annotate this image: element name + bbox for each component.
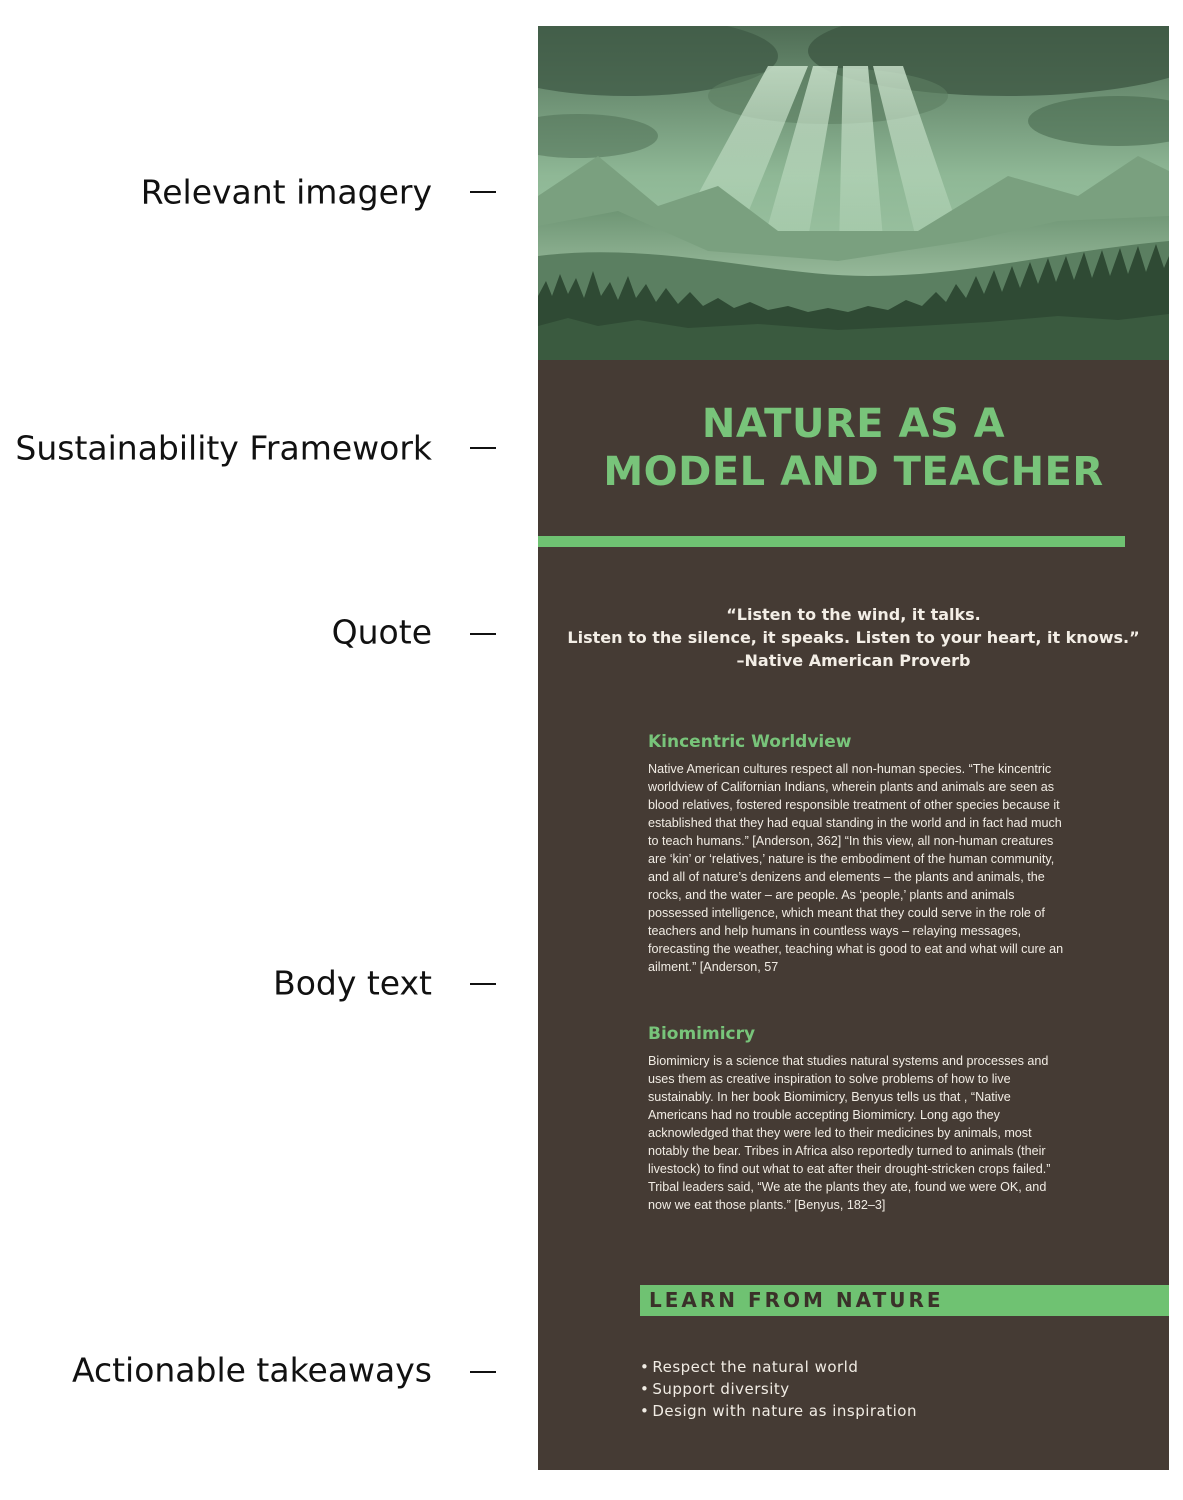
- learn-heading: LEARN FROM NATURE: [649, 1288, 944, 1312]
- section-heading: Kincentric Worldview: [648, 732, 852, 752]
- learn-from-nature-bar: [640, 1285, 1169, 1316]
- mountain-forest-landscape-icon: [538, 26, 1169, 360]
- annotation-sustainability-framework: Sustainability Framework: [15, 428, 432, 468]
- annotation-actionable-takeaways: Actionable takeaways: [71, 1350, 432, 1390]
- section-body: Biomimicry is a science that studies natural systems and processes and uses them as creative inspiration to solve problems of how to live sustainably. In her book Biomimicry, Benyus tells us that , “Native Americans had no trouble accepting Biomimicry. Long ago they acknowledged that they were led to their medicines by animals, most notably the bear. Tribes in Africa also reportedly turned to animals (their livestock) to find out what to eat after their drought-stricken crops failed.” Tribal leaders said, “We ate the plants they ate, found we were OK, and now we eat those plants.” [Benyus, 182–3]: [648, 1054, 1051, 1212]
- annotation-connector: [470, 191, 496, 193]
- list-item: • Support diversity: [640, 1378, 917, 1400]
- section-heading: Biomimicry: [648, 1024, 756, 1044]
- quote-line: “Listen to the wind, it talks.: [726, 605, 981, 624]
- list-item: • Respect the natural world: [640, 1356, 917, 1378]
- annotation-connector: [470, 633, 496, 635]
- annotation-connector: [470, 983, 496, 985]
- section-kincentric-worldview: [648, 732, 1068, 976]
- section-body: Native American cultures respect all non-human species. “The kincentric worldview of Californian Indians, wherein plants and animals are seen as blood relatives, fostered responsible treatment of other species because it established that they had equal standing in the world and in fact had much to teach humans.” [Anderson, 362] “In this view, all non-human creatures are ‘kin’ or ‘relatives,’ nature is the embodiment of the human community, and all of nature’s denizens and elements – the plants and animals, the rocks, and the water – are people. As ‘people,’ plants and animals possessed intelligence, which meant that they could serve in the role of teachers and help humans in countless ways – relaying messages, forecasting the weather, teaching what is good to eat and what will cure an ailment.” [Anderson, 57: [648, 762, 1064, 974]
- annotation-relevant-imagery: Relevant imagery: [140, 172, 432, 212]
- annotation-connector: [470, 447, 496, 449]
- title-line: MODEL AND TEACHER: [603, 449, 1104, 495]
- annotation-quote: Quote: [331, 612, 432, 652]
- banner-panel: [538, 26, 1169, 1470]
- annotation-body-text: Body text: [273, 963, 432, 1003]
- banner-title: [538, 400, 1169, 496]
- title-divider: [538, 536, 1125, 547]
- proverb-quote: [538, 603, 1169, 672]
- quote-attribution: –Native American Proverb: [736, 651, 971, 670]
- quote-line: Listen to the silence, it speaks. Listen to your heart, it knows.”: [567, 628, 1140, 647]
- annotation-connector: [470, 1371, 496, 1373]
- takeaways-list: [640, 1356, 917, 1422]
- section-biomimicry: [648, 1024, 1068, 1214]
- list-item: • Design with nature as inspiration: [640, 1400, 917, 1422]
- title-line: NATURE AS A: [701, 401, 1006, 447]
